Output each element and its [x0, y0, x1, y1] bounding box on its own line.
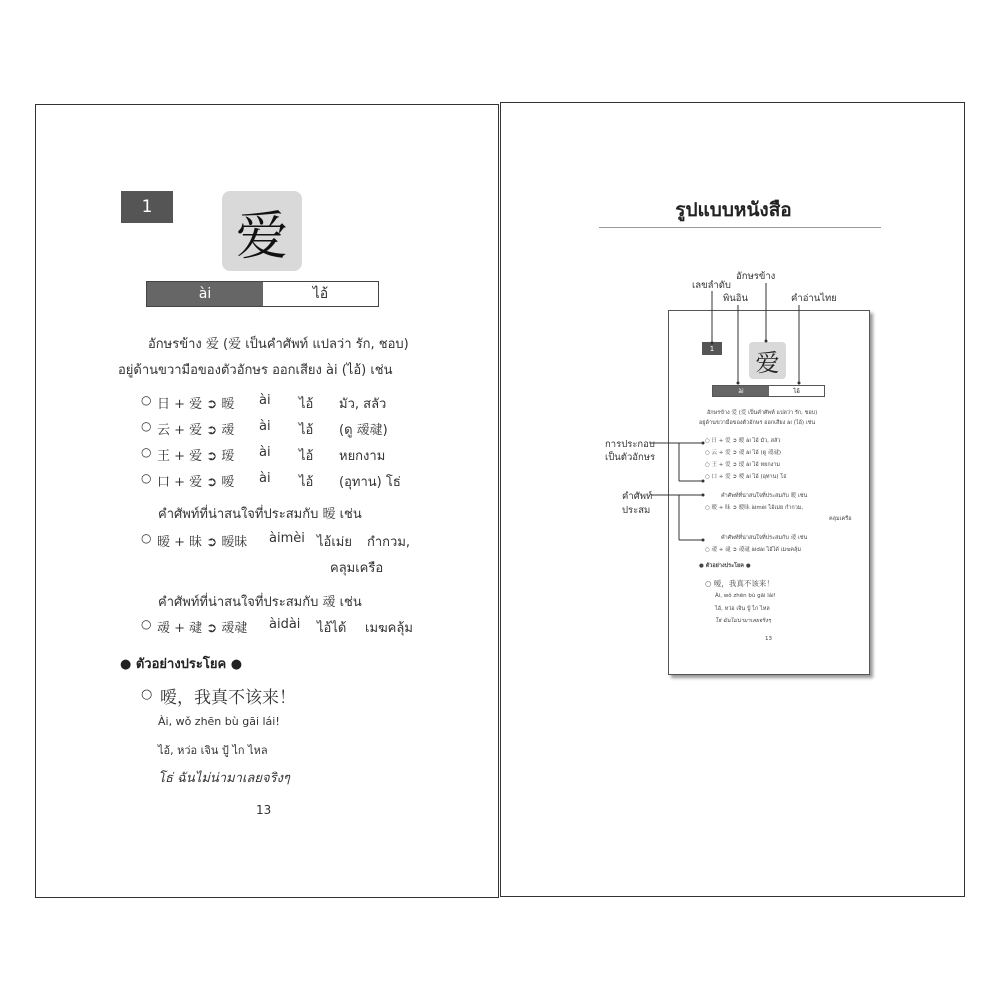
composition-thai: ไอ้ — [299, 475, 314, 490]
example-thai-reading: ไอ้, หว่อ เจิน ปู้ ไก ไหล — [158, 744, 268, 757]
callout-leader-lines — [501, 103, 966, 898]
compound-meaning: เมฆคลุ้ม — [365, 621, 413, 636]
description-line-2: อยู่ด้านขวามือของตัวอักษร ออกเสียง ài (ไอ้) เช่น — [118, 363, 393, 378]
mini-example-thai: ไอ้, หว่อ เจิน ปู้ ไก ไหล — [715, 606, 770, 612]
compound-pinyin: àimèi — [269, 531, 305, 546]
mini-desc-2: อยู่ด้านขวามือของตัวอักษร ออกเสียง ài (ไอ้) เช่น — [699, 420, 816, 426]
mini-composition-row: ○ 口 + 爱 ➲ 嗳 ài ไอ้ (อุทาน) โธ่ — [705, 474, 787, 480]
compound-thai: ไอ้เม่ย — [317, 535, 352, 550]
thai-reading: ไอ้ — [263, 282, 378, 306]
mini-pinyin: ài — [713, 386, 769, 396]
main-character: 爱 — [222, 191, 302, 271]
mini-composition-row: ○ 王 + 爱 ➲ 瑷 ài ไอ้ หยกงาม — [705, 462, 781, 468]
compound-meaning-continued: คลุมเครือ — [330, 561, 384, 576]
label-composition-1: การประกอบ — [605, 439, 655, 450]
mini-desc-1: อักษรข้าง 爱 (爱 เป็นคำศัพท์ แปลว่า รัก, ชอบ) — [707, 410, 818, 416]
bullet-circle-icon: ○ — [141, 419, 152, 433]
bullet-circle-icon: ○ — [141, 617, 152, 631]
example-pinyin: Ài, wǒ zhēn bù gāi lái! — [158, 715, 280, 728]
mini-example-heading: ● ตัวอย่างประโยค ● — [699, 563, 751, 569]
page-number: 13 — [256, 803, 272, 817]
label-compound-1: คำศัพท์ — [622, 491, 653, 502]
bullet-circle-icon: ○ — [141, 531, 152, 545]
mini-page-number: 13 — [765, 636, 772, 642]
label-lesson-number: เลขลำดับ — [692, 280, 731, 291]
label-radical: อักษรข้าง — [736, 271, 776, 282]
bullet-circle-icon: ○ — [141, 687, 153, 702]
compound-thai: ไอ้ได้ — [317, 621, 347, 636]
lesson-number: 1 — [121, 191, 173, 223]
compound-formula: 暧 + 昧 ➲ 暧昧 — [157, 535, 248, 550]
mini-example-chinese: ○ 嗳，我真不该来！ — [705, 579, 774, 588]
bullet-circle-icon: ○ — [141, 445, 152, 459]
composition-pinyin: ài — [259, 471, 271, 486]
mini-compound-intro-1: คำศัพท์ที่น่าสนใจที่ประสมกับ 暧 เช่น — [721, 493, 808, 499]
mini-compound-intro-2: คำศัพท์ที่น่าสนใจที่ประสมกับ 叆 เช่น — [721, 535, 808, 541]
compound-formula: 叆 + 叇 ➲ 叆叇 — [157, 621, 248, 636]
composition-meaning: (ดู 叆叇) — [339, 423, 388, 438]
example-chinese: 嗳，我真不该来！ — [160, 688, 296, 708]
mini-composition-row: ○ 日 + 爱 ➲ 暧 ài ไอ้ มัว, สลัว — [705, 438, 781, 444]
compound-intro-2: คำศัพท์ที่น่าสนใจที่ประสมกับ 叆 เช่น — [158, 595, 362, 610]
left-page — [35, 104, 499, 898]
composition-meaning: (อุทาน) โธ่ — [339, 475, 401, 490]
composition-thai: ไอ้ — [299, 423, 314, 438]
page-title: รูปแบบหนังสือ — [675, 199, 792, 221]
mini-compound-row: ○ 叆 + 叇 ➲ 叆叇 àidài ไอ้ได้ เมฆคลุ้ม — [705, 547, 801, 553]
label-compound-2: ประสม — [622, 505, 651, 516]
label-pinyin: พินอิน — [723, 293, 748, 304]
composition-meaning: หยกงาม — [339, 449, 386, 464]
composition-pinyin: ài — [259, 419, 271, 434]
composition-meaning: มัว, สลัว — [339, 397, 387, 412]
label-thai-reading: คำอ่านไทย — [791, 293, 837, 304]
reading-bar — [146, 281, 379, 307]
compound-pinyin: àidài — [269, 617, 301, 632]
mini-composition-row: ○ 云 + 爱 ➲ 叆 ài ไอ้ (ดู 叆叇) — [705, 450, 782, 456]
composition-thai: ไอ้ — [299, 449, 314, 464]
mini-compound-continued: คลุมเครือ — [829, 516, 852, 522]
mini-example-translation: โธ่ ฉันไม่น่ามาเลยจริงๆ — [715, 618, 771, 624]
bullet-circle-icon: ○ — [141, 393, 152, 407]
composition-formula: 王 + 爱 ➲ 瑷 — [157, 449, 235, 464]
bullet-circle-icon: ○ — [141, 471, 152, 485]
composition-pinyin: ài — [259, 393, 271, 408]
composition-formula: 云 + 爱 ➲ 叆 — [157, 423, 235, 438]
composition-thai: ไอ้ — [299, 397, 314, 412]
description-line-1: อักษรข้าง 爱 (爱 เป็นคำศัพท์ แปลว่า รัก, ชอบ) — [148, 337, 409, 352]
label-composition-2: เป็นตัวอักษร — [605, 452, 656, 463]
example-translation: โธ่ ฉันไม่น่ามาเลยจริงๆ — [158, 771, 290, 786]
example-heading: ● ตัวอย่างประโยค ● — [120, 657, 243, 672]
mini-character: 爱 — [749, 342, 786, 379]
compound-meaning: กำกวม, — [367, 535, 411, 550]
composition-pinyin: ài — [259, 445, 271, 460]
mini-example-pinyin: Ài, wǒ zhēn bù gāi lái! — [715, 593, 776, 599]
composition-formula: 日 + 爱 ➲ 暧 — [157, 397, 235, 412]
compound-intro-1: คำศัพท์ที่น่าสนใจที่ประสมกับ 暧 เช่น — [158, 507, 362, 522]
mini-thai: ไอ้ — [793, 388, 800, 395]
pinyin-reading: ài — [147, 282, 263, 306]
mini-compound-row: ○ 暧 + 昧 ➲ 暧昧 àimèi ไอ้เม่ย กำกวม, — [705, 505, 804, 511]
composition-formula: 口 + 爱 ➲ 嗳 — [157, 475, 235, 490]
right-page — [500, 102, 965, 897]
mini-lesson-number: 1 — [702, 342, 722, 355]
